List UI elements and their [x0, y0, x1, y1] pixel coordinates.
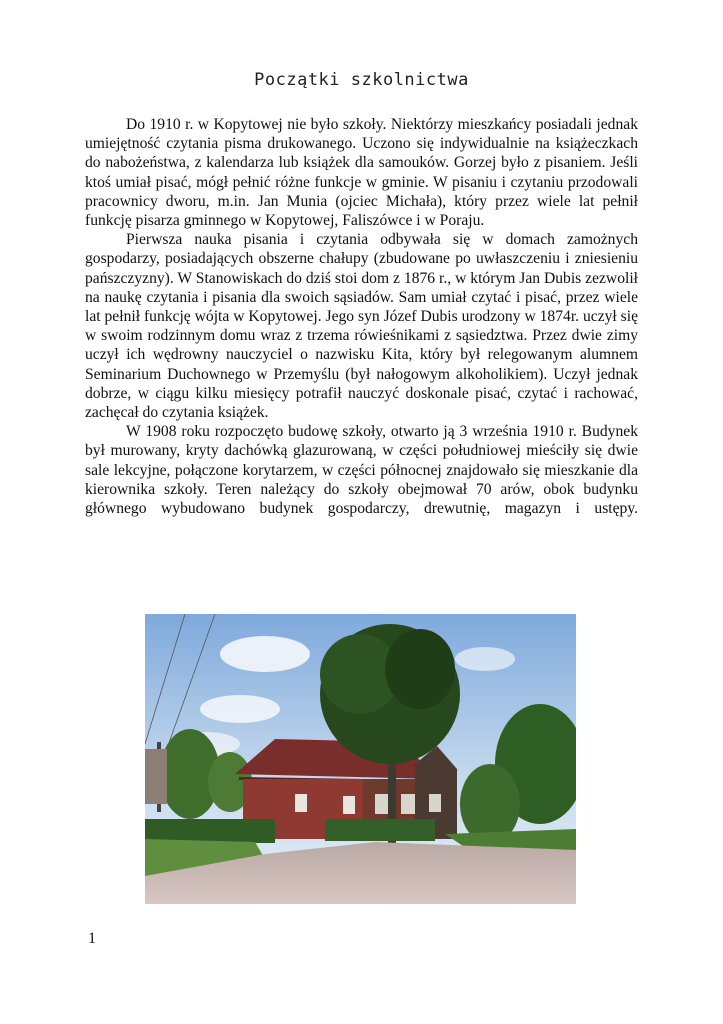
paragraph-3: W 1908 roku rozpoczęto budowę szkoły, otwarto ją 3 września 1910 r. Budynek był murowany, kryty dachówką glazurowaną, w części południowej mieściły się dwie sale lekcyjne, połączone korytarzem, w części północnej znajdowało się mieszkanie dla kierownika szkoły. Teren należący do szkoły obejmował 70 arów, obok budynku głównego wybudowano budynek gospodarczy, drewutnię, magazyn i ustępy. — [85, 423, 638, 518]
page-title: Początki szkolnictwa — [254, 70, 469, 90]
paragraph-2: Pierwsza nauka pisania i czytania odbywała się w domach zamożnych gospodarzy, posiadających obszerne chałupy (zbudowane po uwłaszczeniu i zniesieniu pańszczyzny). W Stanowiskach do dziś stoi dom z 1876 r., w którym Jan Dubis zezwolił na naukę czytania i pisania dla swoich sąsiadów. Sam umiał czytać i pisać, przez wiele lat pełnił funkcję wójta w Kopytowej. Jego syn Józef Dubis urodzony w 1874r. uczył się w swoim rodzinnym domu wraz z trzema rówieśnikami z sąsiedztwa. Przez dwie zimy uczył ich wędrowny nauczyciel o nazwisku Kita, który był relegowanym alumnem Seminarium Duchownego w Przemyślu (był nałogowym alkoholikiem). Uczył jednak dobrze, w ciągu kilku miesięcy potrafił nauczyć doskonale pisać, czytać i rachować, zachęcał do czytania książek. — [85, 231, 638, 422]
paragraph-1: Do 1910 r. w Kopytowej nie było szkoły. Niektórzy mieszkańcy posiadali jednak umiejętność czytania pisma drukowanego. Uczono się indywidualnie na książeczkach do nabożeństwa, z kalendarza lub książek dla samouków. Gorzej było z pisaniem. Jeśli ktoś umiał pisać, mógł pełnić różne funkcje w gminie. W pisaniu i czytaniu przodowali pracownicy dworu, m.in. Jan Munia (ojciec Michała), który przez wiele lat pełnił funkcję pisarza gminnego w Kopytowej, Faliszówce i w Poraju. — [85, 116, 638, 230]
body-text — [85, 115, 638, 518]
page-number: 1 — [88, 930, 96, 947]
school-building-photo — [145, 614, 576, 904]
